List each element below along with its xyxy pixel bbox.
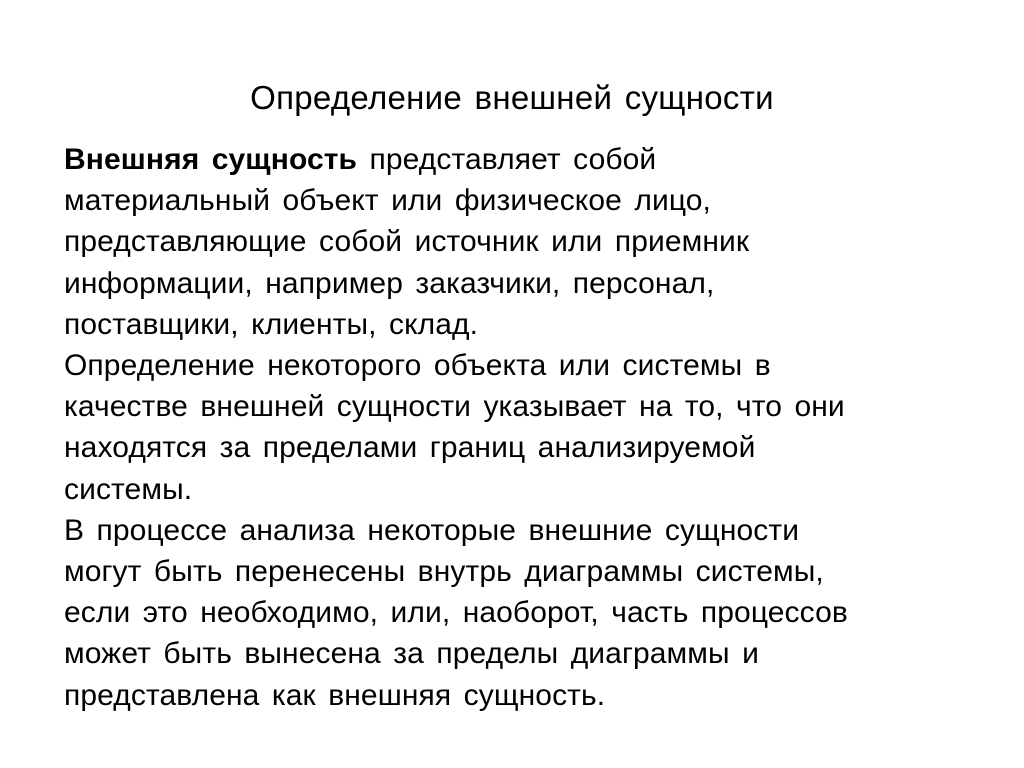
defined-term: Внешняя сущность [64,143,358,176]
text-line: если это необходимо, или, наоборот, часть процессов [64,596,848,630]
text-line: находятся за пределами границ анализируемой [64,431,756,465]
paragraph-definition [64,139,964,345]
text-line: информации, например заказчики, персонал, [64,266,715,300]
text-line: могут быть перенесены внутрь диаграммы системы, [64,555,824,589]
slide-title: Определение внешней сущности [250,79,774,116]
text-line: качестве внешней сущности указывает на то, что они [64,390,845,424]
text-line: может быть вынесена за пределы диаграммы и [64,637,759,671]
paragraph-analysis [64,510,964,716]
text-line: поставщики, клиенты, склад. [64,307,479,341]
text-line: системы. [64,472,193,506]
text-line: представляющие собой источник или приемник [64,225,750,259]
text-fragment: представляет собой [357,143,657,176]
text-line: материальный объект или физическое лицо, [64,184,711,218]
paragraph-boundary [64,345,964,510]
slide-body [64,139,964,716]
text-line: В процессе анализа некоторые внешние сущности [64,513,800,547]
text-line: Определение некоторого объекта или системы в [64,349,771,383]
text-line: представлена как внешняя сущность. [64,678,606,712]
text-line [64,139,964,180]
